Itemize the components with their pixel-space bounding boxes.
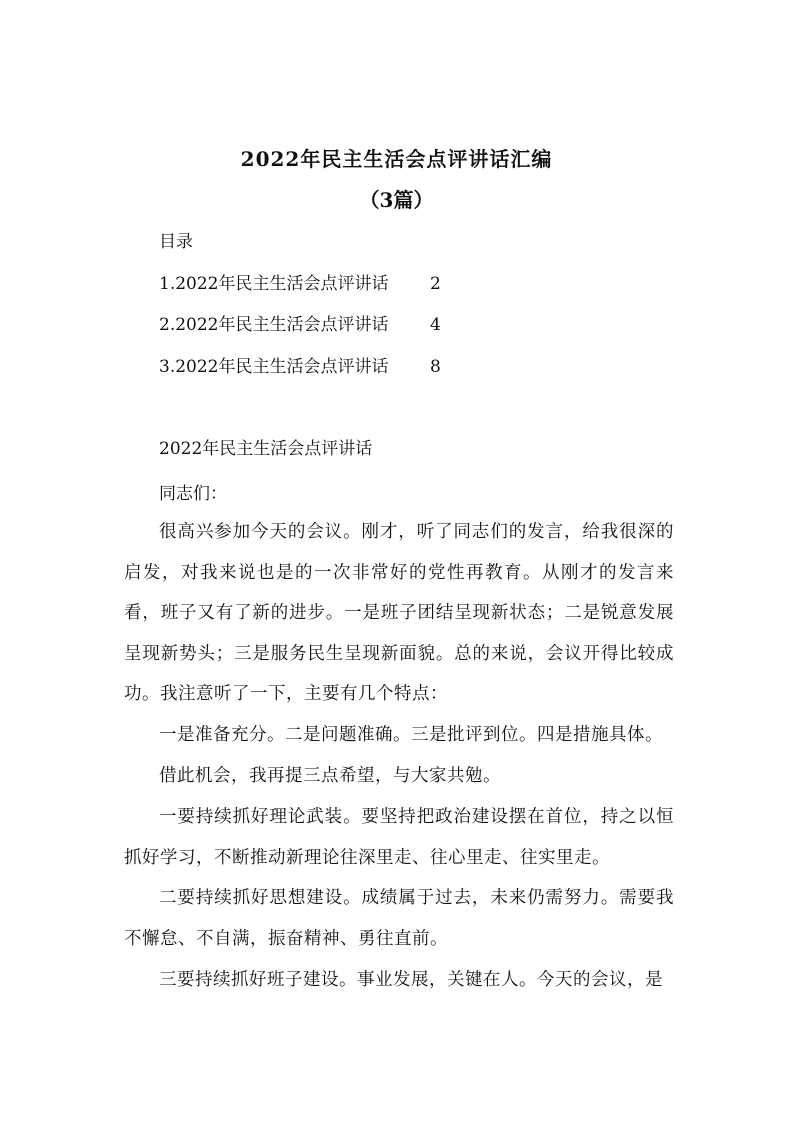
toc-item-page: 2 (430, 274, 441, 294)
body-paragraph: 借此机会，我再提三点希望，与大家共勉。 (159, 766, 501, 786)
toc-item-page: 8 (430, 357, 441, 377)
document-subtitle: （3篇） (359, 188, 434, 212)
section-heading: 2022年民主生活会点评讲话 (159, 439, 373, 459)
toc-item-label: 3.2022年民主生活会点评讲话 (159, 357, 389, 377)
body-paragraph: 一是准备充分。二是问题准确。三是批评到位。四是措施具体。 (159, 725, 663, 745)
toc-item[interactable] (159, 355, 388, 379)
toc-item[interactable] (159, 313, 388, 337)
salutation: 同志们： (159, 484, 227, 504)
toc-item[interactable] (159, 272, 388, 296)
body-paragraph: 二要持续抓好思想建设。成绩属于过去，未来仍需努力。需要我不懈怠、不自满，振奋精神、勇往直前。 (124, 888, 674, 949)
toc-item-label: 1.2022年民主生活会点评讲话 (159, 274, 389, 294)
toc-item-label: 2.2022年民主生活会点评讲话 (159, 315, 389, 335)
toc-item-page: 4 (430, 315, 441, 335)
body-paragraph: 很高兴参加今天的会议。刚才，听了同志们的发言，给我很深的启发，对我来说也是的一次非常好的党性再教育。从刚才的发言来看，班子又有了新的进步。一是班子团结呈现新状态；二是锐意发展呈现新势头；三是服务民生呈现新面貌。总的来说，会议开得比较成功。我注意听了一下，主要有几个特点： (124, 522, 674, 704)
toc-heading: 目录 (159, 232, 193, 252)
body-paragraph: 三要持续抓好班子建设。事业发展，关键在人。今天的会议，是 (159, 970, 663, 990)
body-paragraph: 一要持续抓好理论武装。要坚持把政治建设摆在首位，持之以恒抓好学习，不断推动新理论往深里走、往心里走、往实里走。 (124, 807, 674, 868)
document-title: 2022年民主生活会点评讲话汇编 (240, 147, 553, 171)
